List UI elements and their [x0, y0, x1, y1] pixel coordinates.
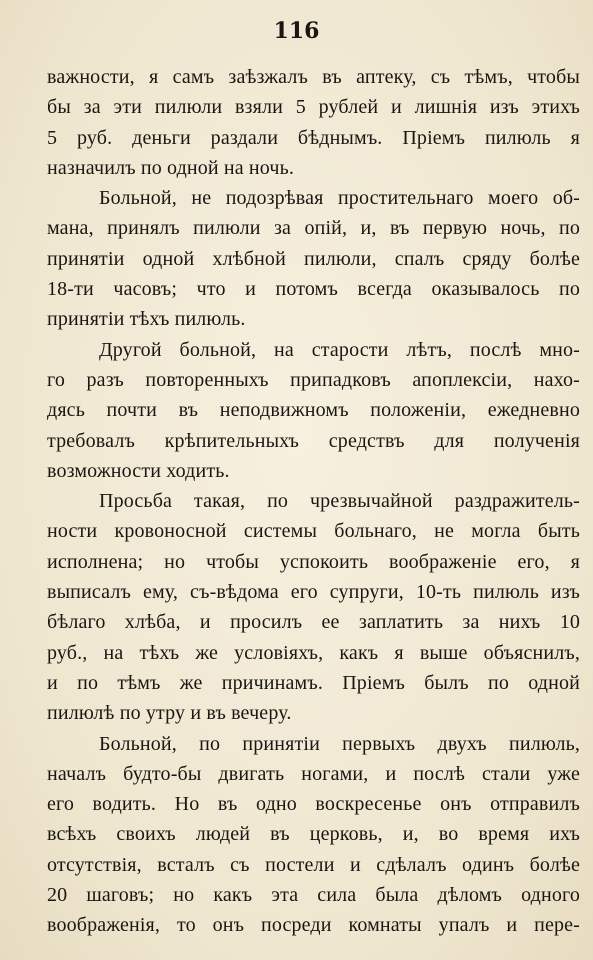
page-number: 116	[273, 18, 320, 44]
text-line: Просьба такая, по чрезвычайной раздражитель-	[99, 490, 580, 513]
text-line: требовалъ крѣпительныхъ средствъ для полученія	[47, 429, 580, 452]
text-line: воображенія, то онъ посреди комнаты упалъ и пере-	[47, 914, 580, 937]
text-line: отсутствія, всталъ съ постели и сдѣлалъ одинъ болѣе	[47, 853, 580, 876]
text-line: важности, я самъ заѣзжалъ въ аптеку, съ тѣмъ, чтобы	[47, 66, 580, 88]
text-line: бѣлаго хлѣба, и просилъ ее заплатить за нихъ 10	[47, 611, 580, 634]
text-line: мана, принялъ пилюли за опій, и, въ первую ночь, по	[47, 217, 580, 240]
text-line: исполнена; но чтобы успокоить воображеніе его, я	[47, 550, 580, 573]
text-line: Другой больной, на старости лѣтъ, послѣ мно-	[99, 338, 580, 361]
text-line: 5 руб. деньги раздали бѣднымъ. Пріемъ пилюль я	[47, 126, 580, 149]
text-line: началъ будто-бы двигать ногами, и послѣ стали уже	[47, 762, 580, 785]
text-line: пилюлѣ по утру и въ вечеру.	[47, 702, 292, 725]
text-line: дясь почти въ неподвижномъ положеніи, ежедневно	[47, 399, 580, 422]
text-line: бы за эти пилюли взяли 5 рублей и лишнія изъ этихъ	[47, 96, 580, 119]
text-line: ности кровоносной системы больнаго, не могла быть	[47, 520, 580, 543]
body-text	[47, 62, 580, 941]
text-line: Больной, не подозрѣвая простительнаго моего об-	[99, 187, 580, 210]
text-line: возможности ходить.	[47, 459, 230, 482]
text-line: всѣхъ своихъ людей въ церковь, и, во время ихъ	[47, 823, 580, 846]
text-line: 20 шаговъ; но какъ эта сила была дѣломъ одного	[47, 884, 580, 907]
text-line: принятіи тѣхъ пилюль.	[47, 308, 246, 331]
text-line: 18-ти часовъ; что и потомъ всегда оказывалось по	[47, 278, 580, 301]
text-line: Больной, по принятіи первыхъ двухъ пилюль,	[99, 732, 580, 755]
text-line: его водить. Но въ одно воскресенье онъ отправилъ	[47, 793, 580, 816]
text-line: назначилъ по одной на ночь.	[47, 156, 295, 179]
text-line: принятіи одной хлѣбной пилюли, спалъ сряду болѣе	[47, 247, 580, 270]
text-line: руб., на тѣхъ же условіяхъ, какъ я выше объяснилъ,	[47, 641, 580, 664]
text-line: выписалъ ему, съ-вѣдома его супруги, 10-ть пилюль изъ	[47, 581, 580, 604]
text-line: го разъ повторенныхъ припадковъ апоплексіи, нахо-	[47, 368, 580, 391]
text-line: и по тѣмъ же причинамъ. Пріемъ былъ по одной	[47, 671, 580, 694]
